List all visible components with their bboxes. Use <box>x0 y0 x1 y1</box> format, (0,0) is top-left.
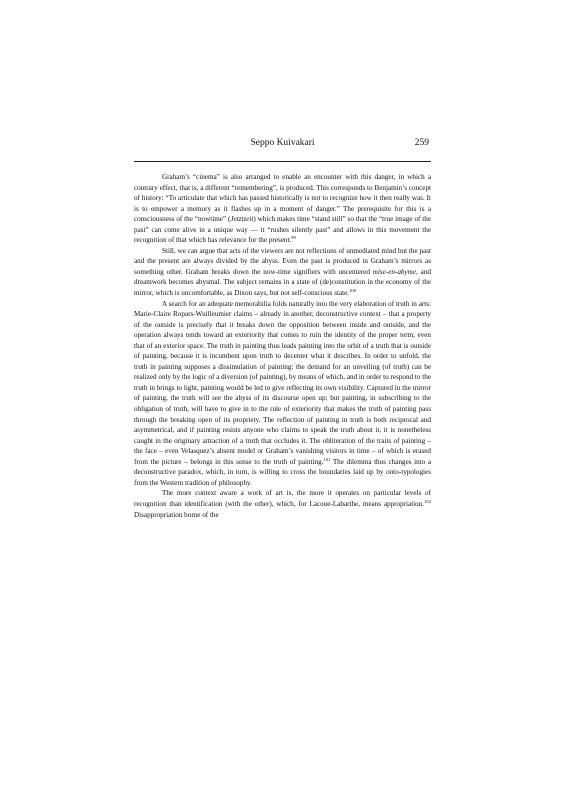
footnote-ref: 99 <box>291 235 296 241</box>
paragraph-text: Graham’s “cinema” is also arranged to enable an encounter with this danger, in which a contrary effect, that is, a different “remembering”, is produced. This corresponds to Benjamin’s concept of history: “To articulate that which has passed historically is not to recognize how it then really was. It is to empower a memory as it flashes up in a moment of danger.” The prerequisite for this is a consciousness of the “nowtime” ( <box>134 173 431 224</box>
paragraph-text: A search for an adequate memorabilia folds naturally into the very elaboration of truth in arts: Marie-Claire Ropars-Wuilleumier claims – already in another, deconstructive context – that a property of the outside is precisely that it breaks down the opposition between inside and outside, and the operation always tends toward an exteriority that comes to ruin the identity of the proper term, even that of an exterior space. The truth in painting thus leads painting into the orbit of a truth that is outside of painting, because it is incumbent upon truth to decenter what it describes. In order to unfold, the truth in painting supposes a dissimulation of painting: the demand for an unveiling (of truth) can be realized only by the logic of a diversion (of painting), by means of which, and in order to respond to the truth in brings to light, painting would be led to give reflecting its own visibility. Captured in the mirror of painting, the truth will see the abyss of its discourse open up; but painting, in subscribing to the obligation of truth, will have to give in to the rule of exteriority that makes the truth of painting pass through the breaking open of its propriety. The reflection of painting in truth is both reciprocal and asymmetrical, and if painting resists anyone who claims to speak the truth about it, it is nonetheless caught in the originary attraction of a truth that occludes it. The obliteration of the traits of painting – the face – even Velasquez’s absent model or Graham’s vanishing visitors in time – of which is erased from the picture – belongs in this sense to the truth of painting. <box>134 299 431 466</box>
page <box>134 138 431 520</box>
italic-term: mise-en-abyme <box>372 267 417 276</box>
paragraph-text: The more context aware a work of art is, the more it operates on particular levels of recognition than identification (with the other), which, for Lacoue-Labarthe, means appropriation. <box>134 489 431 508</box>
paragraph-2 <box>134 246 431 299</box>
paragraph-text: ) which makes time “stand still” so that the “true image of the past” can come alive in a unique way — it “rushes silently past” and allows in this movement the recognition of that which has relevance for the present. <box>134 215 431 245</box>
italic-term: Jetztzeit <box>230 215 254 224</box>
header-rule <box>134 161 431 162</box>
running-header <box>134 138 431 151</box>
footnote-ref: 100 <box>349 288 356 294</box>
page-number: 259 <box>414 138 429 148</box>
paragraph-text: Disappropriation borne of the <box>134 510 219 519</box>
footnote-ref: 101 <box>323 456 331 462</box>
footnote-ref: 102 <box>424 498 431 504</box>
paragraph-text: Still, we can argue that acts of the viewers are not reflections of unmediated mind but the past and the present are always divided by the abyss. Even the past is produced in Graham’s mirrors as something other. Graham breaks down the now-time signifiers with uncentered <box>134 246 431 276</box>
paragraph-3 <box>134 299 431 489</box>
paragraph-4 <box>134 488 431 520</box>
paragraph-1 <box>134 172 431 246</box>
running-head-author: Seppo Kuivakari <box>250 138 315 148</box>
paragraph-text: , and dreamwork becomes abysmal. The subject remains in a state of (de)constitution in the economy of the mirror, which is uncomfortable, as Dixon says, but not self-conscious state. <box>134 267 431 298</box>
paragraph-text: The dilemma thus changes into a deconstructive paradox, which, in turn, is willing to cross the boundaries laid up by onto-typologies from the Western tradition of philosophy. <box>134 457 431 487</box>
